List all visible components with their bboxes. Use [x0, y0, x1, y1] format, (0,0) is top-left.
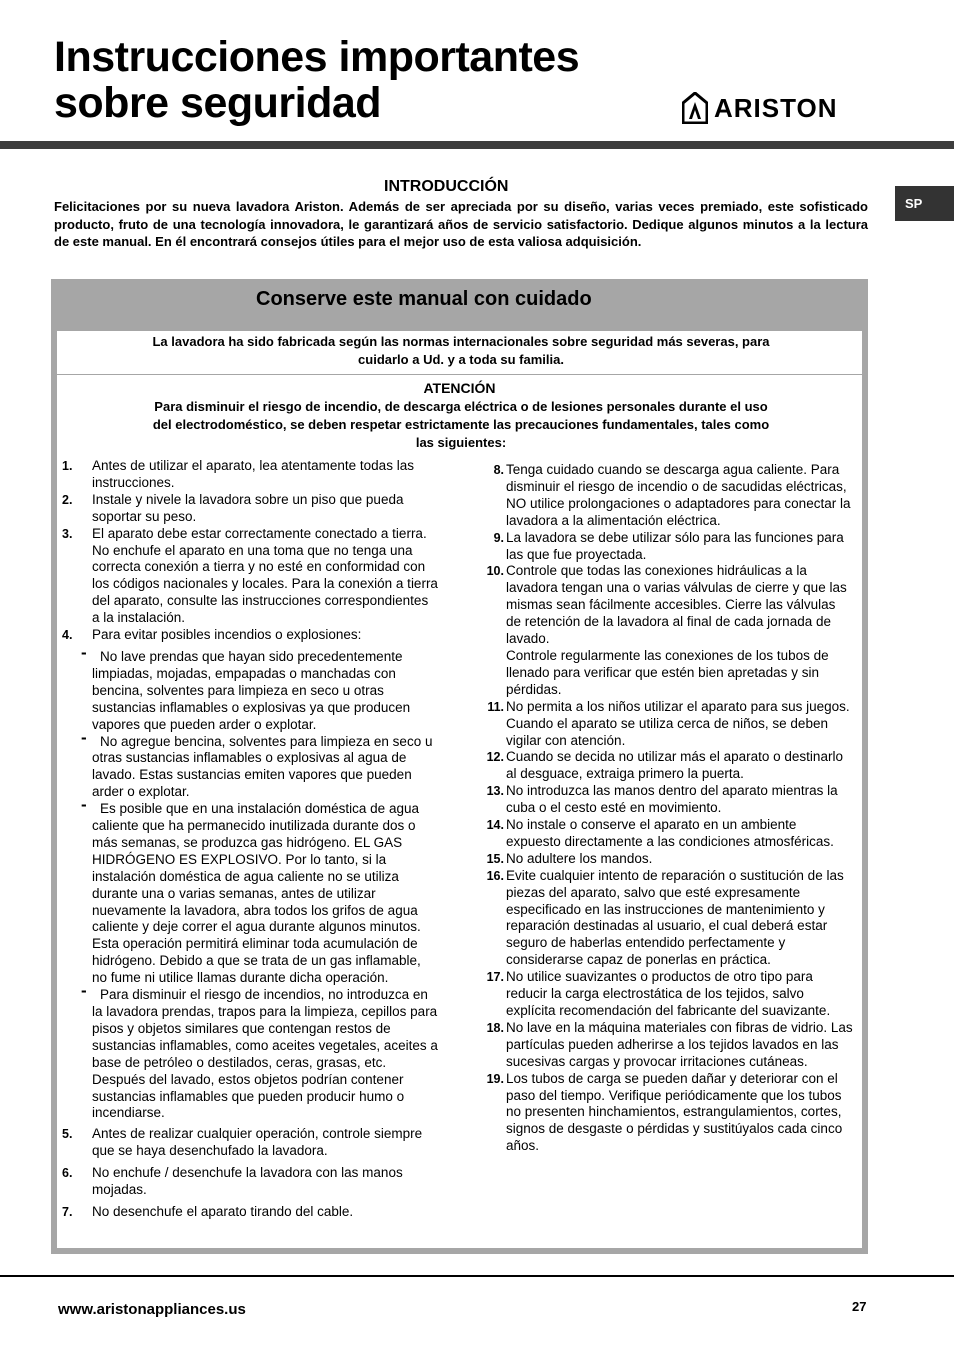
dash-text: - No lave prendas que hayan sido precedentemente limpiadas, mojadas, empapadas o manchadas con bencina, solventes para limpieza en seco u otras sustancias inflamables o explosivas ya que producen vapores que pueden arder o explotar.	[92, 648, 411, 732]
panel-intro-line1: La lavadora ha sido fabricada según las normas internacionales sobre seguridad más severas, para	[152, 334, 770, 349]
dash-text: - No agregue bencina, solventes para limpieza en seco u otras sustancias inflamables o explosivas al agua de lavado. Estas sustancias emiten vapores que pueden arder o explotar.	[92, 733, 433, 800]
panel-intro	[70, 333, 852, 369]
item-text: Para evitar posibles incendios o explosiones:	[92, 627, 362, 643]
item-text: No utilice suavizantes o productos de otro tipo para reducir la carga electrostática de los tejidos, salvo explícita recomendación del fabricante del suavizante.	[506, 969, 831, 1018]
item-text: La lavadora se debe utilizar sólo para las funciones para las que fue proyectada.	[506, 529, 844, 562]
item-text: Antes de realizar cualquier operación, controle siempre que se haya desenchufado la lavadora.	[92, 1126, 423, 1159]
list-item	[482, 851, 854, 868]
item-text: No adultere los mandos.	[506, 850, 653, 866]
dash-text: - Es posible que en una instalación doméstica de agua caliente que ha permanecido inutilizada durante dos o más semanas, se produzca gas hidrógeno. EL GAS HIDRÓGENO ES EXPLOSIVO. Por lo tanto, si la instalación doméstica de agua caliente no se utiliza durante una o varias semanas, antes de utilizar nuevamente la lavadora, abra todos los grifos de agua caliente y deje correr el agua durante algunos minutos. Esta operación permitirá eliminar toda acumulación de hidrógeno. Debido a que se trata de un gas inflamable, no fume ni utilice llamas durante dicha operación.	[92, 801, 421, 986]
item-number: 8.	[493, 463, 504, 477]
item-number: 9.	[493, 530, 504, 545]
list-item	[62, 526, 438, 627]
dash-text: - Para disminuir el riesgo de incendios, no introduzca en la lavadora prendas, trapos para la limpieza, cepillos para pisos y objetos similares que contengan restos de sustancias inflamables, como aceites vegetales, aceites a base de petróleo o destilados, ceras, grasas, etc. Después del lavado, estos objetos podrían contener sustancias inflamables que pueden producir humo o incendiarse.	[92, 987, 438, 1121]
house-icon	[682, 92, 708, 124]
item-number: 19.	[486, 1071, 504, 1086]
intro-heading: INTRODUCCIÓN	[384, 178, 509, 195]
panel-divider	[57, 374, 862, 375]
item-number: 5.	[62, 1127, 73, 1142]
safety-box-heading: Conserve este manual con cuidado	[256, 288, 592, 310]
ariston-logo	[682, 92, 838, 124]
right-column	[482, 462, 854, 1155]
item-text: Cuando se decida no utilizar más el aparato o destinarlo al desguace, extraiga primero la puerta.	[506, 749, 843, 782]
item-number: 12.	[486, 750, 504, 765]
logo-wordmark: ARISTON	[714, 93, 838, 123]
item-text: No instale o conserve el aparato en un ambiente expuesto directamente a las condiciones atmosféricas.	[506, 817, 834, 849]
list-item	[482, 749, 854, 783]
item-text: Tenga cuidado cuando se descarga agua caliente. Para disminuir el riesgo de incendio o de sacudidas eléctricas, NO utilice prolongaciones o adaptadores para conectar la lavadora a la alimentación eléctrica.	[506, 462, 851, 528]
panel-intro-line2: cuidarlo a Ud. y a toda su familia.	[358, 352, 564, 367]
item-number: 17.	[486, 970, 504, 985]
list-item	[62, 1204, 438, 1221]
item-text: No enchufe / desenchufe la lavadora con las manos mojadas.	[92, 1165, 403, 1198]
item-number: 6.	[62, 1166, 73, 1181]
item-number: 16.	[486, 868, 504, 883]
item-number: 14.	[486, 818, 504, 833]
item-number: 13.	[486, 784, 504, 799]
item-text: No lave en la máquina materiales con fibras de vidrio. Las partículas pueden adherirse a los tejidos lavados en las sucesivas cargas y provocar irritaciones cutáneas.	[506, 1019, 853, 1069]
attention-paragraph	[80, 398, 842, 452]
list-item	[482, 783, 854, 817]
intro-paragraph: Felicitaciones por su nueva lavadora Ariston. Además de ser apreciada por su diseño, varias veces premiado, este sofisticado producto, fruto de una tecnología innovadora, le garantizará años de servicio satisfactorio. Dedique algunos minutos a la lectura de este manual. En él encontrará consejos útiles para el mejor uso de esta valiosa adquisición.	[54, 199, 868, 249]
item-text: Controle que todas las conexiones hidráulicas a la lavadora tengan una o varias válvulas de cierre y que las mismas sean fácilmente accesibles. Cierre las válvulas de retención de la lavadora al final de cada jornada de lavado.	[506, 563, 847, 647]
item-text: No introduzca las manos dentro del aparato mientras la cuba o el cesto esté en movimiento.	[506, 783, 838, 816]
language-tab: SP	[895, 186, 954, 221]
attention-line2: del electrodoméstico, se deben respetar estrictamente las precauciones fundamentales, tales como	[152, 417, 770, 432]
left-column	[62, 458, 438, 1221]
item-number: 3.	[62, 526, 73, 541]
item-number: 11.	[487, 699, 504, 714]
item-text: Evite cualquier intento de reparación o sustitución de las piezas del aparato, salvo que esté expresamente especificado en las instrucciones de mantenimiento y reparación destinadas al usuario, el cual deberá estar seguro de haberlas entendido perfectamente y considerarse capaz de ponerlas en práctica.	[506, 867, 844, 968]
dash-item	[62, 801, 438, 987]
item-text-continued: Controle regularmente las conexiones de los tubos de llenado para verificar que estén bien apretadas y sin pérdidas.	[506, 647, 829, 697]
item-number: 7.	[62, 1204, 73, 1219]
list-item	[482, 1020, 854, 1071]
item-number: 2.	[62, 492, 73, 507]
list-item	[482, 530, 854, 564]
dash-item	[62, 734, 438, 802]
list-item	[62, 627, 438, 644]
page-title	[54, 34, 579, 126]
page-number: 27	[852, 1299, 867, 1314]
list-item	[62, 458, 438, 492]
item-text: El aparato debe estar correctamente conectado a tierra. No enchufe el aparato en una toma que no tenga una correcta conexión a tierra y no esté en conformidad con los códigos nacionales y locales. Para la conexión a tierra del aparato, consulte las instrucciones correspondientes a la instalación.	[92, 525, 438, 626]
list-item	[482, 563, 854, 698]
item-number: 4.	[62, 628, 73, 643]
list-item	[482, 817, 854, 851]
item-text: Antes de utilizar el aparato, lea atentamente todas las instrucciones.	[92, 458, 414, 490]
item-text: Los tubos de carga se pueden dañar y deteriorar con el paso del tiempo. Verifique periódicamente que los tubos no presenten hinchamientos, estrangulamientos, cortes, signos de desgaste o pérdidas y sustitúyalos cada cinco años.	[506, 1070, 843, 1154]
item-text: No desenchufe el aparato tirando del cable.	[92, 1203, 354, 1219]
attention-line1: Para disminuir el riesgo de incendio, de descarga eléctrica o de lesiones personales durante el uso	[154, 399, 768, 414]
header-divider	[0, 141, 954, 149]
item-number: 15.	[486, 851, 504, 866]
page-title-line1: Instrucciones importantes	[54, 33, 580, 81]
list-item	[62, 1126, 438, 1160]
list-item	[62, 1165, 438, 1199]
attention-line3: las siguientes:	[415, 435, 507, 450]
item-text: No permita a los niños utilizar el aparato para sus juegos. Cuando el aparato se utiliza cerca de niños, se deben vigilar con atención.	[506, 698, 850, 748]
item-number: 10.	[486, 564, 504, 579]
footer-divider	[0, 1275, 954, 1277]
page-title-line2: sobre seguridad	[54, 79, 382, 127]
item-number: 18.	[486, 1020, 504, 1035]
list-item	[482, 699, 854, 750]
footer-url[interactable]: www.aristonappliances.us	[58, 1301, 246, 1318]
dash-item	[62, 649, 438, 734]
item-number: 1.	[62, 459, 73, 473]
list-item	[482, 1071, 854, 1156]
list-item	[482, 969, 854, 1020]
item-text: Instale y nivele la lavadora sobre un piso que pueda soportar su peso.	[92, 491, 404, 524]
list-item	[482, 462, 854, 530]
list-item	[482, 868, 854, 969]
dash-item	[62, 987, 438, 1122]
attention-heading: ATENCIÓN	[423, 380, 496, 396]
list-item	[62, 492, 438, 526]
